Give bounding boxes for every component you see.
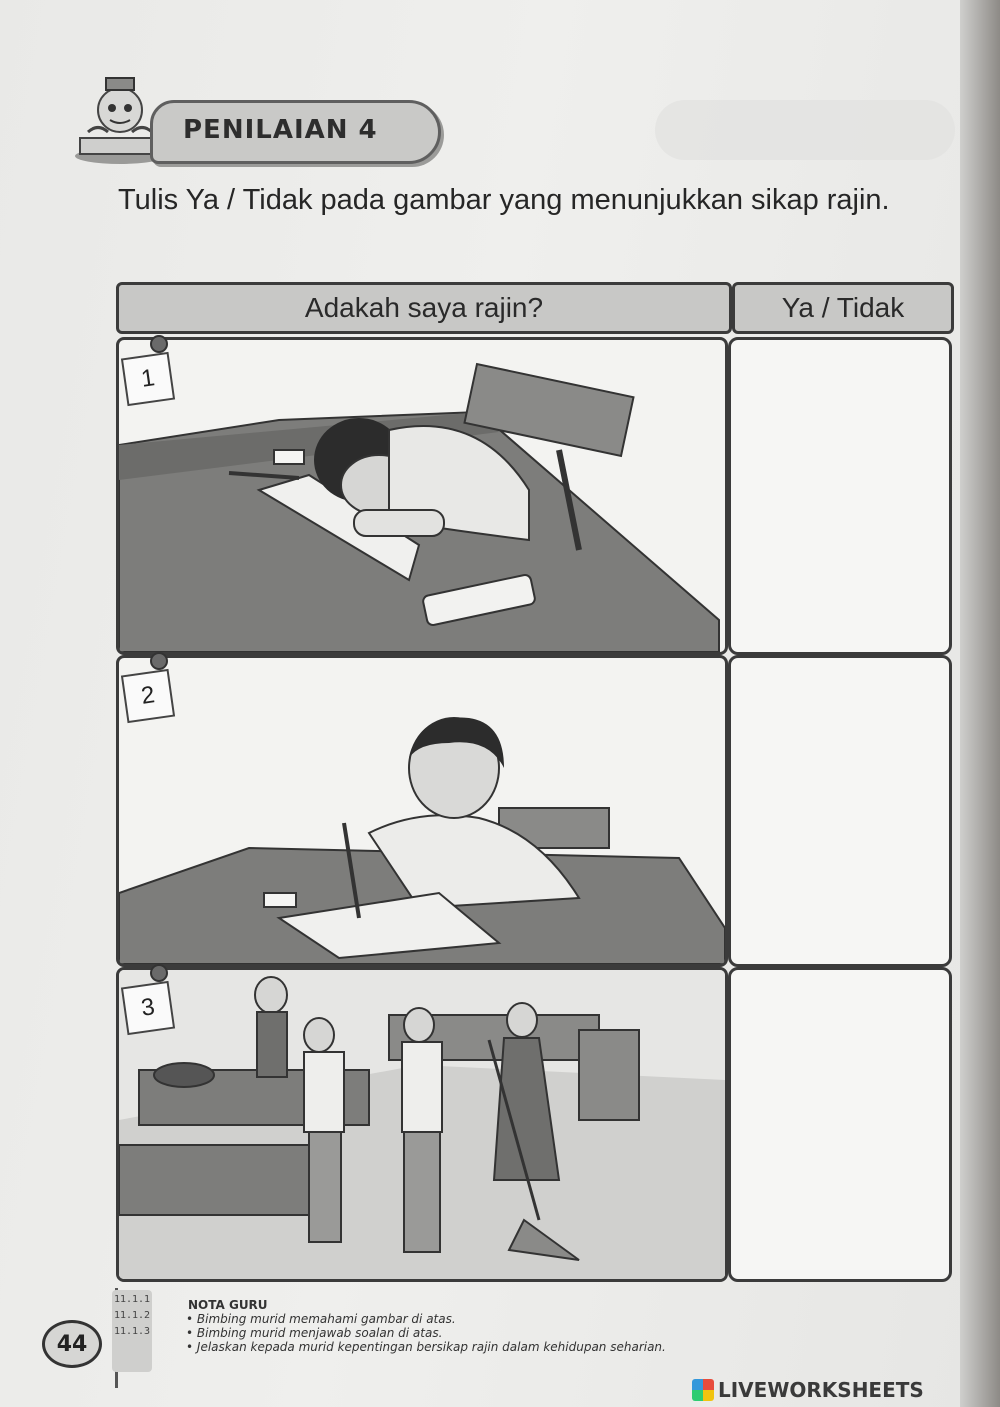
picture-cell-2 xyxy=(116,655,728,967)
cleaning-class-illustration xyxy=(119,970,725,1279)
number-tag-1: 1 xyxy=(121,352,175,406)
nota-item: • Bimbing murid memahami gambar di atas. xyxy=(186,1312,666,1326)
curriculum-code: 11.1.2 xyxy=(113,1310,151,1321)
page-edge xyxy=(960,0,1000,1407)
badge-title: PENILAIAN 4 xyxy=(183,115,378,145)
nota-item: • Bimbing murid menjawab soalan di atas. xyxy=(186,1326,666,1340)
curriculum-code: 11.1.3 xyxy=(113,1326,151,1337)
liveworksheets-watermark xyxy=(692,1378,924,1402)
column-header-question: Adakah saya rajin? xyxy=(116,282,732,334)
curriculum-code: 11.1.1 xyxy=(113,1294,151,1305)
watermark-text: LIVEWORKSHEETS xyxy=(718,1378,924,1402)
sleeping-boy-illustration xyxy=(119,340,725,652)
pin-icon xyxy=(150,335,168,353)
nota-item: • Jelaskan kepada murid kepentingan bersikap rajin dalam kehidupan seharian. xyxy=(186,1340,666,1354)
number-tag-3: 3 xyxy=(121,981,175,1035)
pin-icon xyxy=(150,652,168,670)
picture-cell-1 xyxy=(116,337,728,655)
answer-box-1[interactable] xyxy=(728,337,952,655)
pin-icon xyxy=(150,964,168,982)
bleed-through-tab xyxy=(655,100,955,160)
curriculum-codes xyxy=(112,1290,152,1372)
nota-guru-list xyxy=(186,1312,666,1354)
writing-boy-illustration xyxy=(119,658,725,964)
assessment-badge xyxy=(150,100,441,164)
picture-cell-3 xyxy=(116,967,728,1282)
answer-box-3[interactable] xyxy=(728,967,952,1282)
column-header-answer: Ya / Tidak xyxy=(732,282,954,334)
instruction-text: Tulis Ya / Tidak pada gambar yang menunjukkan sikap rajin. xyxy=(118,184,890,216)
nota-guru-title: NOTA GURU xyxy=(188,1298,268,1312)
page-number: 44 xyxy=(42,1320,102,1368)
answer-box-2[interactable] xyxy=(728,655,952,967)
liveworksheets-logo-icon xyxy=(692,1379,714,1401)
number-tag-2: 2 xyxy=(121,669,175,723)
